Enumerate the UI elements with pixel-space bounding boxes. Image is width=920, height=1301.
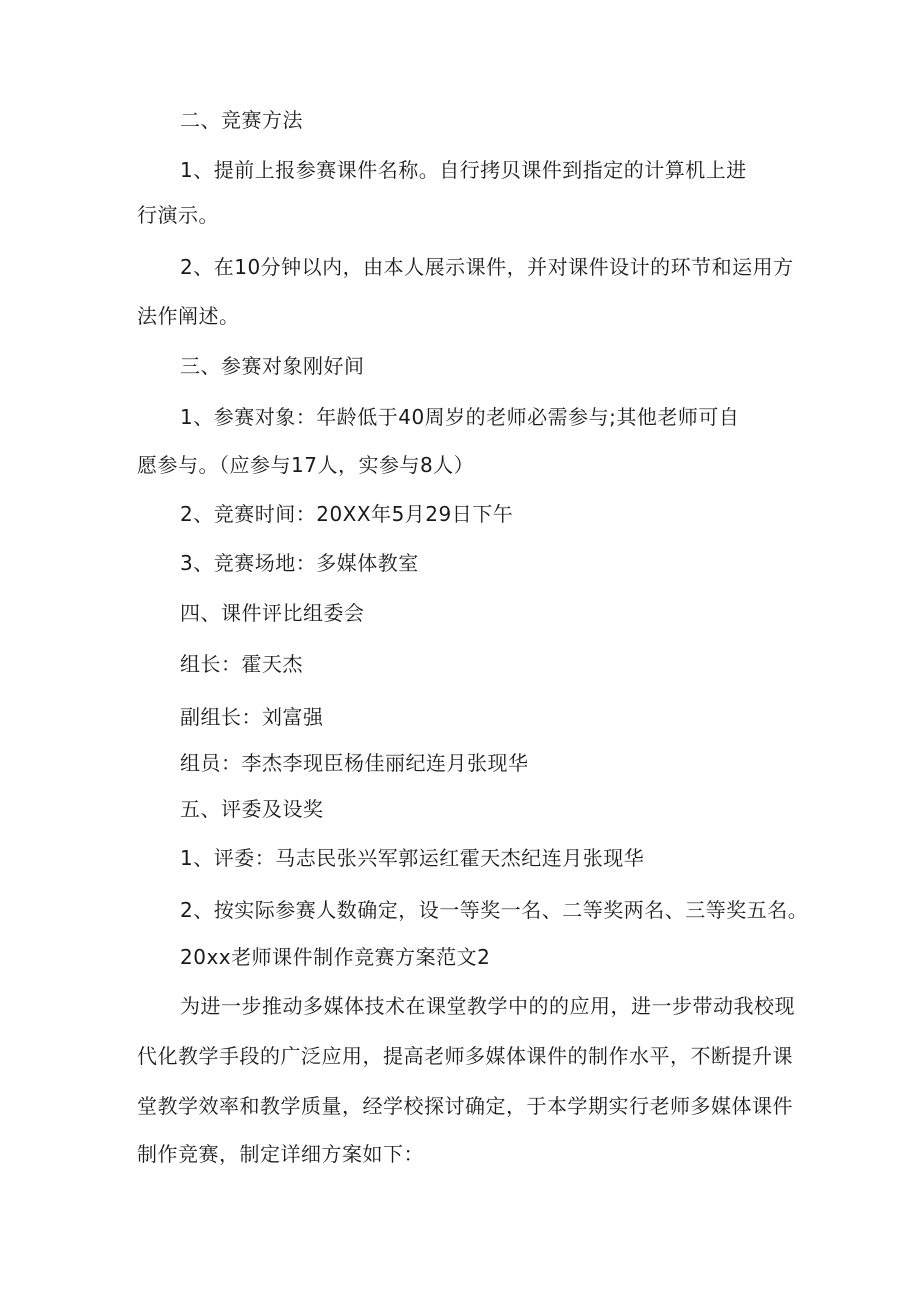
competition-venue-item: 3、竞赛场地：多媒体教室: [180, 551, 419, 575]
intro-paragraph-line-2: 代化教学手段的广泛应用，提高老师多媒体课件的制作水平，不断提升课: [137, 1044, 793, 1068]
intro-paragraph-line-1: 为进一步推动多媒体技术在课堂教学中的的应用，进一步带动我校现: [180, 994, 795, 1018]
committee-members: 组员：李杰李现臣杨佳丽纪连月张现华: [180, 751, 529, 775]
participants-item-line-2: 愿参与。（应参与17人，实参与8人）: [137, 453, 475, 477]
section-heading-judges-awards: 五、评委及设奖: [180, 797, 324, 821]
document-2-title: 20xx老师课件制作竞赛方案范文2: [180, 945, 491, 969]
judges-item: 1、评委：马志民张兴军郭运红霍天杰纪连月张现华: [180, 846, 645, 870]
method-item-2-line-2: 法作阐述。: [137, 304, 240, 328]
method-item-1-line-2: 行演示。: [137, 203, 219, 227]
method-item-1-line-1: 1、提前上报参赛课件名称。自行拷贝课件到指定的计算机上进: [180, 158, 747, 182]
competition-time-item: 2、竞赛时间：20XX年5月29日下午: [180, 502, 514, 526]
method-item-2-line-1: 2、在10分钟以内，由本人展示课件，并对课件设计的环节和运用方: [180, 255, 794, 279]
committee-deputy-leader: 副组长：刘富强: [180, 705, 324, 729]
section-heading-participants-time: 三、参赛对象刚好间: [180, 354, 365, 378]
section-heading-committee: 四、课件评比组委会: [180, 601, 365, 625]
committee-leader: 组长：霍天杰: [180, 652, 303, 676]
section-heading-competition-method: 二、竞赛方法: [180, 108, 303, 132]
intro-paragraph-line-4: 制作竞赛，制定详细方案如下：: [137, 1142, 424, 1166]
awards-item: 2、按实际参赛人数确定，设一等奖一名、二等奖两名、三等奖五名。: [180, 898, 809, 922]
participants-item-line-1: 1、参赛对象：年龄低于40周岁的老师必需参与;其他老师可自: [180, 405, 740, 429]
intro-paragraph-line-3: 堂教学效率和教学质量，经学校探讨确定，于本学期实行老师多媒体课件: [137, 1094, 793, 1118]
